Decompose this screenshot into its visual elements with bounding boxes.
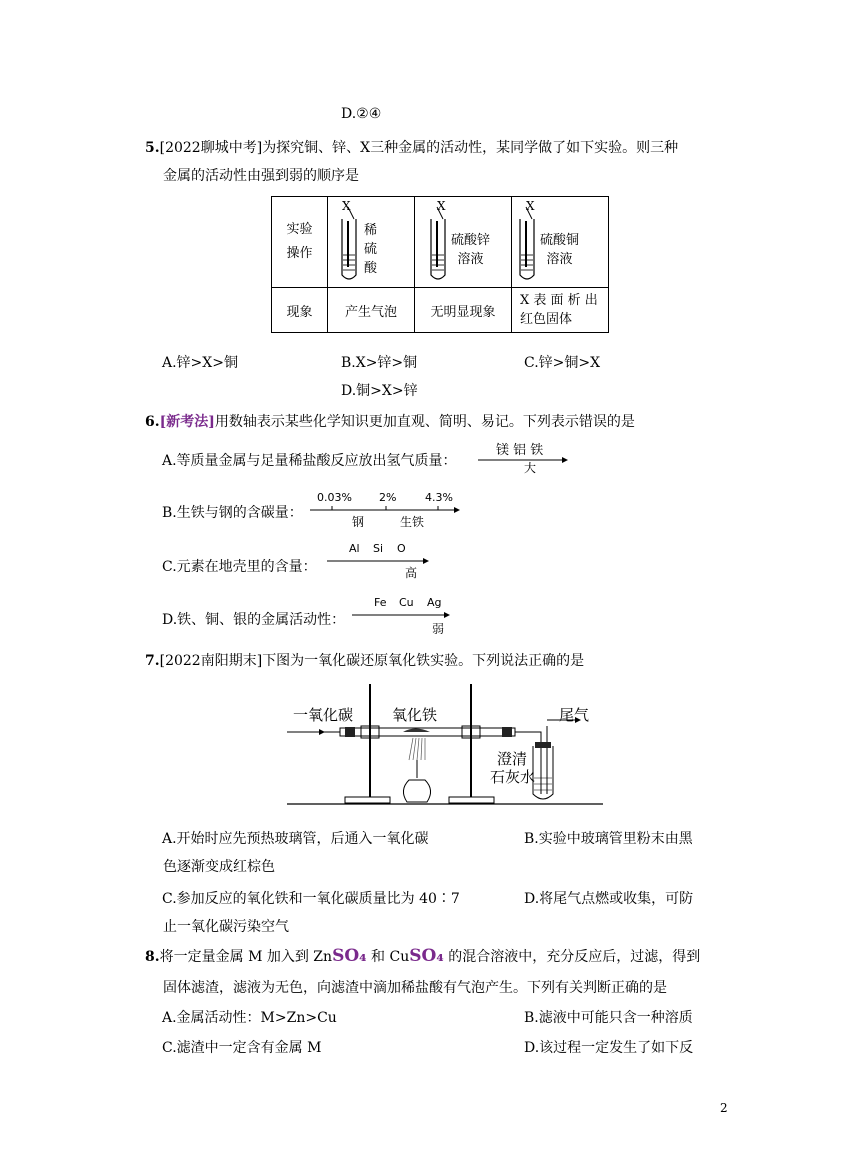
label-fe2o3: 氧化铁 (392, 706, 438, 724)
q8-stem-line2: 固体滤渣，滤液为无色，向滤渣中滴加稀盐酸有气泡产生。下列有关判断正确的是 (163, 980, 667, 996)
q6-c-number-line: Al Si O 高 (327, 542, 429, 580)
q5-option-b: B.X>锌>铜 (341, 355, 418, 371)
arrow-right-icon (310, 504, 460, 514)
q8-number: 8. (145, 949, 160, 965)
q7-option-d-line2: 止一氧化碳污染空气 (163, 919, 289, 935)
label-co: 一氧化碳 (293, 706, 354, 724)
q6-d-number-line: Fe Cu Ag 弱 (352, 596, 450, 636)
q5-option-a: A.锌>X>铜 (162, 355, 238, 371)
q5-phenomenon-3: X 表 面 析 出 红色固体 (512, 288, 609, 333)
q6-b-number-line: 0.03% 2% 4.3% 钢 生铁 (310, 491, 460, 527)
q7-option-c: C.参加反应的氧化铁和一氧化碳质量比为 40∶7 (162, 891, 460, 907)
q7-option-b-line2: 色逐渐变成红棕色 (163, 859, 275, 875)
q6-option-b-text: B.生铁与钢的含碳量： (162, 505, 303, 521)
q5-phenomenon-1: 产生气泡 (328, 288, 415, 333)
q8-option-c: C.滤渣中一定含有金属 M (162, 1040, 322, 1056)
arrow-right-icon (478, 456, 568, 464)
q5-tube-2-cell (415, 197, 512, 288)
q7-option-d-line1: D.将尾气点燃或收集，可防 (524, 891, 694, 907)
label-tail-gas: 尾气 (559, 706, 590, 724)
q8-stem-line1: 8.将一定量金属 M 加入到 ZnSO₄ 和 CuSO₄ 的混合溶液中，充分反应后，过滤，得到 (145, 946, 701, 966)
tube-1-label: 稀 硫 酸 (364, 223, 378, 276)
q6-number: 6. (145, 414, 160, 430)
arrow-right-icon (352, 611, 450, 619)
tube-1-x: X (342, 199, 351, 213)
q8-option-b: B.滤液中可能只含一种溶质 (524, 1010, 693, 1026)
q6-option-a-text: A.等质量金属与足量稀盐酸反应放出氢气质量： (162, 453, 457, 469)
q5-tube-1-cell (328, 197, 415, 288)
q5-option-d: D.铜>X>锌 (341, 383, 418, 399)
q7-number: 7. (145, 653, 160, 669)
q5-stem-line2: 金属的活动性由强到弱的顺序是 (163, 168, 359, 184)
q5-stem-line1 (145, 137, 678, 157)
q5-stem-text: 为探究铜、锌、X三种金属的活动性，某同学做了如下实验。则三种 (262, 140, 679, 156)
q7-option-a: A.开始时应先预热玻璃管，后通入一氧化碳 (162, 831, 429, 847)
q5-experiment-table (271, 196, 609, 333)
q5-number: 5. (145, 140, 160, 156)
tube-3-x: X (526, 199, 535, 213)
q6-option-c-text: C.元素在地壳里的含量： (162, 559, 317, 575)
q6-option-d-text: D.铁、铜、银的金属活动性： (162, 612, 346, 628)
q5-source: [2022聊城中考] (159, 140, 263, 156)
q7-apparatus-figure (285, 682, 605, 808)
q6-tag: 新考法 (166, 414, 209, 430)
co-reduction-apparatus-icon (285, 682, 605, 808)
q7-stem (145, 650, 584, 670)
label-lime-1: 澄清 (497, 750, 528, 768)
q5-phenomenon-2: 无明显现象 (415, 288, 512, 333)
page-number: 2 (720, 1101, 728, 1115)
q7-option-b-line1: B.实验中玻璃管里粉末由黑 (524, 831, 693, 847)
q7-stem-text: 下图为一氧化碳还原氧化铁实验。下列说法正确的是 (262, 653, 585, 669)
q5-header-operation: 实验 操作 (272, 197, 328, 288)
q6-a-number-line: 镁 铝 铁 大 (478, 441, 568, 479)
q5-tube-3-cell (512, 197, 609, 288)
tube-3-label: 硫酸铜 溶液 (540, 233, 580, 267)
q6-stem: 6.[新考法]用数轴表示某些化学知识更加直观、简明、易记。下列表示错误的是 (145, 414, 635, 430)
q4-option-d: D.②④ (341, 106, 382, 122)
q6-stem-text: 用数轴表示某些化学知识更加直观、简明、易记。下列表示错误的是 (214, 414, 635, 430)
q5-option-c: C.锌>铜>X (524, 355, 601, 371)
q7-source: [2022南阳期末] (159, 653, 263, 669)
q5-header-phenomenon: 现象 (272, 288, 328, 333)
tube-2-label: 硫酸锌 溶液 (451, 233, 491, 267)
q8-option-a: A.金属活动性：M>Zn>Cu (162, 1010, 337, 1026)
label-lime-2: 石灰水 (490, 768, 536, 786)
tube-2-x: X (437, 199, 446, 213)
q8-option-d: D.该过程一定发生了如下反 (524, 1040, 694, 1056)
